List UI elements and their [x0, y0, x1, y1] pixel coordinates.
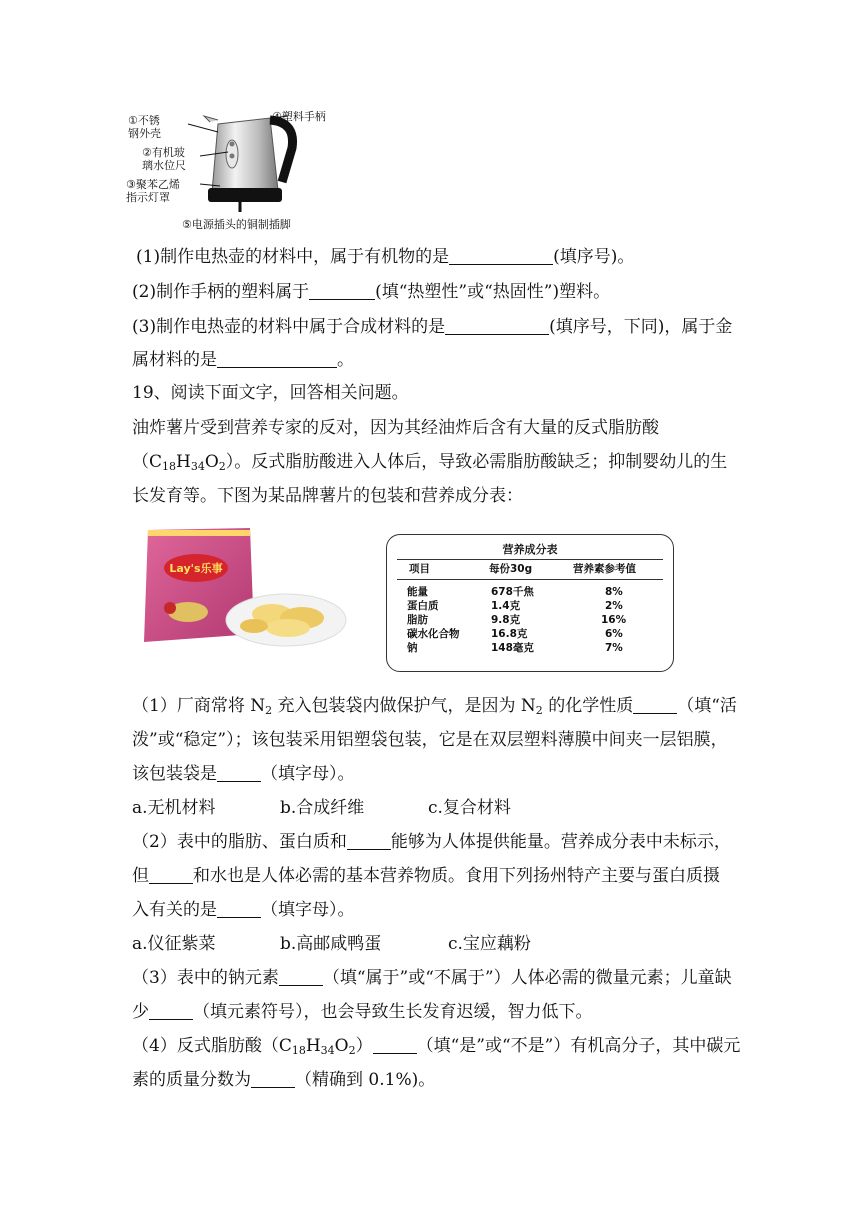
- table-cell: 碳水化合物: [407, 628, 460, 640]
- answer-blank[interactable]: [251, 1069, 295, 1088]
- q19-sub4-line2: 素的质量分数为 （精确到 0.1%)。: [132, 1070, 436, 1090]
- q19-intro-3: 长发育等。下图为某品牌薯片的包装和营养成分表：: [132, 486, 523, 506]
- table-cell: 蛋白质: [407, 600, 439, 612]
- table-cell: 8%: [605, 586, 623, 598]
- answer-blank[interactable]: [149, 1001, 193, 1020]
- table-cell: 6%: [605, 628, 623, 640]
- q19-intro-2: $(C_{18}H_{34}O_2)$。反式脂肪酸进入人体后，导致必需脂肪酸缺乏；抑制婴幼儿的生: [132, 452, 728, 473]
- table-header: 项目: [409, 563, 430, 575]
- table-cell: 能量: [407, 586, 428, 598]
- chips-package-image: [142, 524, 350, 652]
- kettle-label-2: ②有机玻 璃水位尺: [142, 146, 186, 172]
- q19-sub1-options: [132, 796, 511, 820]
- q19-sub1-line2: 泼”或“稳定”）；该包装采用铝塑袋包装，它是在双层塑料薄膜中间夹一层铝膜，: [132, 730, 728, 750]
- answer-blank[interactable]: [149, 865, 193, 884]
- option-c: c.复合材料: [428, 798, 511, 818]
- kettle-label-5: ⑤电源插头的铜制插脚: [182, 218, 291, 231]
- chips-bag-icon: [142, 524, 350, 652]
- nutrition-table-title: 营养成分表: [502, 543, 558, 556]
- answer-blank[interactable]: [279, 967, 323, 986]
- option-b: b.合成纤维: [280, 798, 365, 818]
- table-cell: 脂肪: [407, 614, 428, 626]
- answer-blank[interactable]: [445, 316, 549, 335]
- q19-sub3-line2: 少 （填元素符号），也会导致生长发育迟缓，智力低下。: [132, 1002, 593, 1022]
- q19-intro-1: 油炸薯片受到营养专家的反对，因为其经油炸后含有大量的反式脂肪酸: [132, 418, 659, 438]
- table-header: 每份30g: [489, 563, 533, 575]
- q19-sub4-line1: （4）反式脂肪酸$(C_{18}H_{34}O_2)$ （填“是”或“不是”）有机高分子，其中碳元: [132, 1036, 741, 1057]
- table-cell: 148毫克: [491, 642, 534, 654]
- q18-part3: (3)制作电热壶的材料中属于合成材料的是 (填序号，下同)，属于金: [132, 317, 733, 337]
- kettle-label-3: ③聚苯乙烯 指示灯罩: [126, 178, 180, 204]
- option-a: a.无机材料: [132, 798, 216, 818]
- option-c: c.宝应藕粉: [448, 934, 531, 954]
- kettle-figure: [120, 104, 340, 236]
- q19-sub1-line1: （1）厂商常将 $N_2$ 充入包装袋内做保护气，是因为 $N_2$ 的化学性质 （填“活: [132, 696, 737, 717]
- answer-blank[interactable]: [347, 831, 391, 850]
- q19-sub2-line1: （2）表中的脂肪、蛋白质和 能够为人体提供能量。营养成分表中未标示，: [132, 832, 731, 852]
- q18-part2: (2)制作手柄的塑料属于 (填“热塑性”或“热固性”)塑料。: [132, 282, 611, 302]
- table-cell: 1.4克: [491, 600, 521, 612]
- table-cell: 678千焦: [491, 586, 534, 598]
- table-divider: [397, 579, 663, 580]
- table-cell: 16%: [601, 614, 627, 626]
- kettle-label-4: ④塑料手柄: [272, 110, 326, 123]
- answer-blank[interactable]: [373, 1035, 417, 1054]
- nutrition-table: [386, 534, 674, 672]
- kettle-label-1: ①不锈 钢外壳: [128, 114, 161, 140]
- bag-brand-text: Lay's乐事: [169, 562, 223, 575]
- answer-blank[interactable]: [217, 349, 337, 368]
- answer-blank[interactable]: [217, 763, 261, 782]
- option-b: b.高邮咸鸭蛋: [280, 934, 382, 954]
- table-divider: [397, 559, 663, 560]
- answer-blank[interactable]: [633, 695, 677, 714]
- q19-sub3-line1: （3）表中的钠元素 （填“属于”或“不属于”）人体必需的微量元素；儿童缺: [132, 968, 732, 988]
- table-header: 营养素参考值: [573, 563, 636, 575]
- table-cell: 7%: [605, 642, 623, 654]
- table-cell: 2%: [605, 600, 623, 612]
- option-a: a.仪征紫菜: [132, 934, 216, 954]
- answer-blank[interactable]: [449, 246, 553, 265]
- table-cell: 9.8克: [491, 614, 521, 626]
- table-cell: 钠: [407, 642, 418, 654]
- q19-sub2-line2: 但 和水也是人体必需的基本营养物质。食用下列扬州特产主要与蛋白质摄: [132, 866, 720, 886]
- q19-sub2-line3: 入有关的是 （填字母）。: [132, 900, 355, 920]
- table-cell: 16.8克: [491, 628, 528, 640]
- q18-part1: (1)制作电热壶的材料中，属于有机物的是 (填序号)。: [136, 247, 635, 267]
- answer-blank[interactable]: [217, 899, 261, 918]
- answer-blank[interactable]: [309, 281, 375, 300]
- q18-part3-cont: 属材料的是 。: [132, 350, 354, 370]
- q19-sub1-line3: 该包装袋是 （填字母）。: [132, 764, 355, 784]
- q19-heading: 19、阅读下面文字，回答相关问题。: [132, 383, 409, 403]
- q19-sub2-options: [132, 932, 531, 956]
